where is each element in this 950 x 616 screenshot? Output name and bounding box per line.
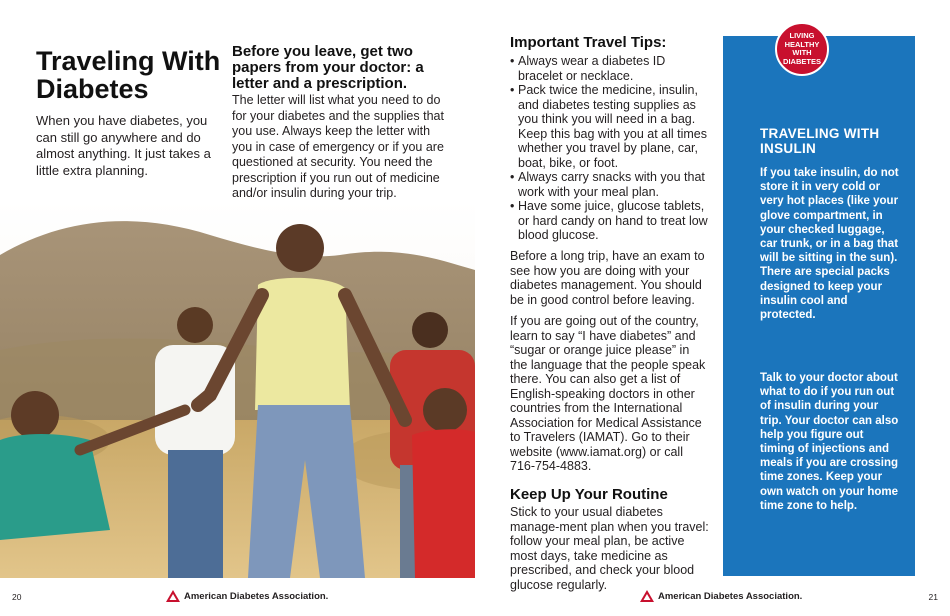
- travel-tips-heading: Important Travel Tips:: [510, 34, 667, 51]
- list-item: • Always wear a diabetes ID bracelet or necklace.: [510, 54, 710, 83]
- right-page: [475, 0, 950, 616]
- page-number-left: 20: [12, 592, 22, 602]
- family-walking-photo: [0, 200, 475, 578]
- list-item: • Always carry snacks with you that work with your meal plan.: [510, 170, 710, 199]
- list-item: • Have some juice, glucose tablets, or hard candy on hand to treat low blood glucose.: [510, 199, 710, 243]
- sidebar-paragraph-doctor: Talk to your doctor about what to do if you run out of insulin during your trip. Your doctor can also help you figure out timing of injections and meals if you are crossing time zones. Keep your own watch on your home time zone to help.: [760, 372, 899, 512]
- ada-logo-text: American Diabetes Association.: [658, 590, 803, 602]
- intro-paragraph: When you have diabetes, you can still go anywhere and do almost anything. It just takes a little extra planning.: [36, 113, 211, 178]
- abroad-paragraph: If you are going out of the country, learn to say “I have diabetes” and “sugar or orange juice please” in the language that the people speak there. You can also get a list of English-speaking doctors in other countries from the International Association for Medical Assistance to Travelers (IAMAT). Go to their website (www.iamat.org) or call 716-754-4883.: [510, 314, 706, 473]
- list-item: • Pack twice the medicine, insulin, and diabetes testing supplies as you think you will need in a bag. Keep this bag with you at all times whether you travel by plane, car, boat, bike, or foot.: [510, 83, 710, 170]
- page-title: Traveling With Diabetes: [36, 46, 221, 104]
- sidebar-heading: TRAVELING WITH INSULIN: [760, 126, 880, 156]
- ada-triangle-icon: [166, 590, 180, 602]
- badge-text: LIVING HEALTHY WITH DIABETES: [783, 31, 821, 66]
- sidebar-paragraph-storage: If you take insulin, do not store it in very cold or very hot places (like your glove compartment, in your checked luggage, car trunk, or in a bag that will be sitting in the sun). There are special packs designed to keep your insulin cool and protected.: [760, 167, 899, 322]
- ada-logo-text: American Diabetes Association.: [184, 590, 329, 602]
- family-photo-illustration: [0, 200, 475, 578]
- page-number-right: 21: [928, 592, 938, 602]
- routine-heading: Keep Up Your Routine: [510, 486, 668, 503]
- living-healthy-badge: [775, 22, 829, 76]
- papers-body: The letter will list what you need to do for your diabetes and the supplies that you use. Always keep the letter with you in case of emergency or if you are questioned at security. You need the prescription if you run out of medicine and/or insulin during your trip.: [232, 93, 444, 200]
- ada-logo-left: [166, 590, 328, 602]
- exam-paragraph: Before a long trip, have an exam to see how you are doing with your diabetes management. You should be in good control before leaving.: [510, 249, 705, 307]
- travel-tips-list: [510, 54, 710, 243]
- ada-triangle-icon: [640, 590, 654, 602]
- ada-logo-right: [640, 590, 802, 602]
- papers-heading: Before you leave, get two papers from your doctor: a letter and a prescription.: [232, 43, 424, 92]
- routine-paragraph: Stick to your usual diabetes manage-ment plan when you travel: follow your meal plan, be active most days, take medicine as prescribed, and check your blood glucose regularly.: [510, 505, 709, 592]
